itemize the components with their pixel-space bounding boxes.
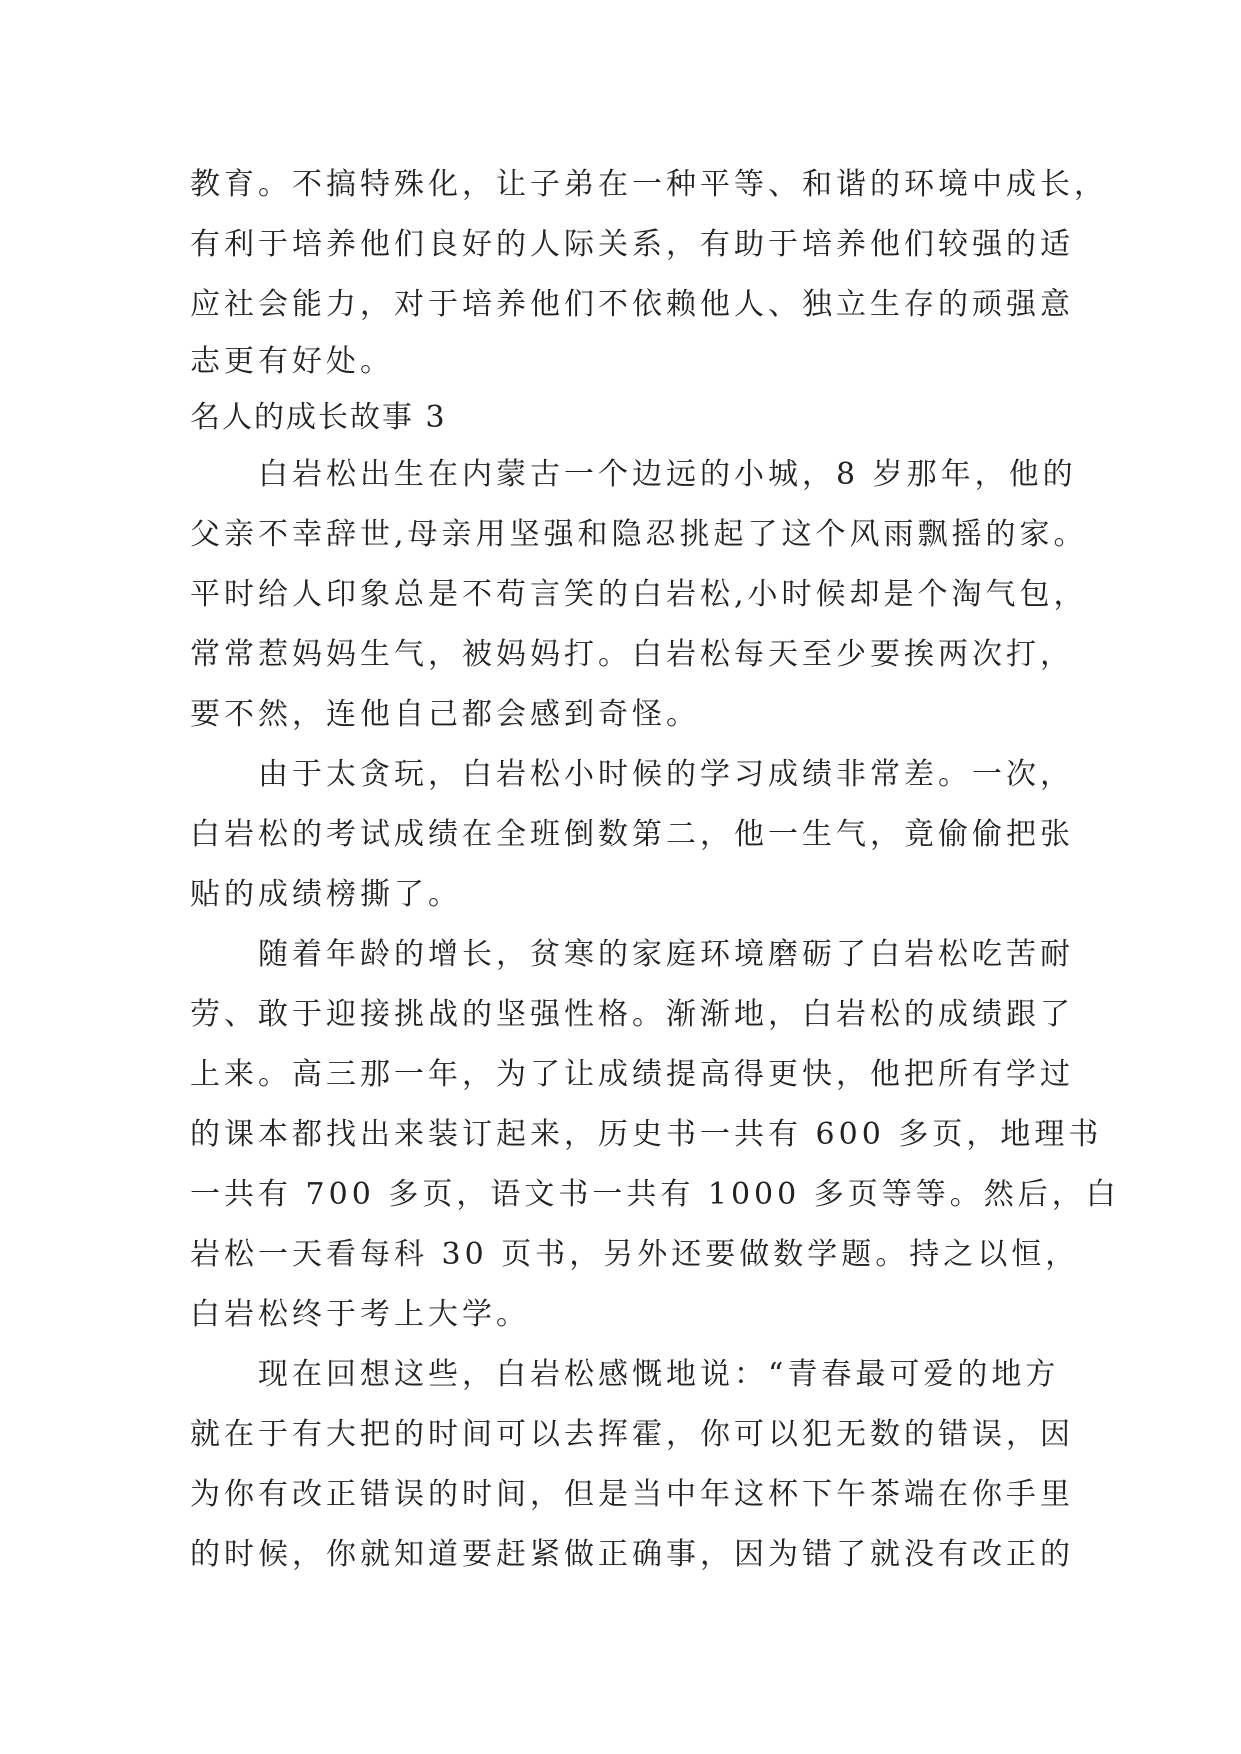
- text-line: 上来。高三那一年，为了让成绩提高得更快，他把所有学过: [190, 1057, 1074, 1092]
- text-line: 就在于有大把的时间可以去挥霍，你可以犯无数的错误，因: [190, 1417, 1074, 1452]
- text-line: 要不然，连他自己都会感到奇怪。: [190, 697, 700, 732]
- text-line: 为你有改正错误的时间，但是当中年这杯下午茶端在你手里: [190, 1477, 1074, 1512]
- text-line: 一共有 700 多页，语文书一共有 1000 多页等等。然后，白: [190, 1177, 1120, 1212]
- text-line: 白岩松的考试成绩在全班倒数第二，他一生气，竟偷偷把张: [190, 817, 1074, 852]
- text-line: 有利于培养他们良好的人际关系，有助于培养他们较强的适: [190, 227, 1074, 262]
- text-line: 劳、敢于迎接挑战的坚强性格。渐渐地，白岩松的成绩跟了: [190, 997, 1074, 1032]
- text-line: 父亲不幸辞世,母亲用坚强和隐忍挑起了这个风雨飘摇的家。: [190, 517, 1088, 552]
- paragraph-first-line: 随着年龄的增长，贫寒的家庭环境磨砺了白岩松吃苦耐: [258, 937, 1074, 972]
- text-line: 的时候，你就知道要赶紧做正确事，因为错了就没有改正的: [190, 1537, 1074, 1572]
- text-line: 白岩松终于考上大学。: [190, 1297, 530, 1332]
- paragraph-first-line: 白岩松出生在内蒙古一个边远的小城，8 岁那年，他的: [258, 457, 1077, 492]
- text-line: 教育。不搞特殊化，让子弟在一种平等、和谐的环境中成长，: [190, 167, 1108, 202]
- text-line: 常常惹妈妈生气，被妈妈打。白岩松每天至少要挨两次打，: [190, 637, 1074, 672]
- text-line: 应社会能力，对于培养他们不依赖他人、独立生存的顽强意: [190, 287, 1074, 322]
- text-line: 的课本都找出来装订起来，历史书一共有 600 多页，地理书: [190, 1117, 1103, 1152]
- text-line: 志更有好处。: [190, 344, 394, 379]
- text-line: 平时给人印象总是不苟言笑的白岩松,小时候却是个淘气包，: [190, 577, 1088, 612]
- text-line: 贴的成绩榜撕了。: [190, 877, 462, 912]
- section-heading: 名人的成长故事 3: [190, 400, 447, 435]
- text-line: 岩松一天看每科 30 页书，另外还要做数学题。持之以恒，: [190, 1237, 1080, 1272]
- paragraph-first-line: 由于太贪玩，白岩松小时候的学习成绩非常差。一次，: [258, 757, 1074, 792]
- paragraph-first-line: 现在回想这些，白岩松感慨地说：“青春最可爱的地方: [258, 1357, 1060, 1392]
